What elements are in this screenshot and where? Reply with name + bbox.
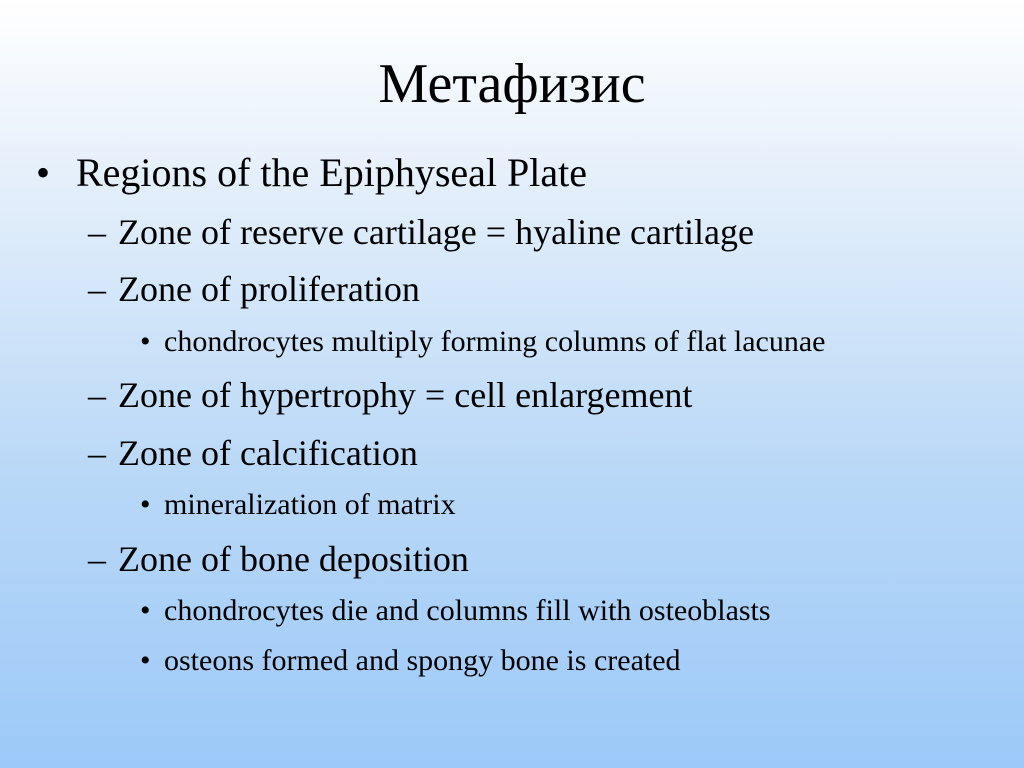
small-bullet-marker: • [140, 325, 151, 358]
slide-title: Метафизис [378, 53, 646, 115]
detail-text: chondrocytes die and columns fill with osteoblasts [164, 594, 771, 627]
detail-item-calcification [140, 487, 1000, 523]
detail-item-bone-deposition-2 [140, 643, 1000, 679]
dash-marker: – [88, 539, 106, 579]
dash-marker: – [88, 212, 106, 252]
detail-text: chondrocytes multiply forming columns of flat lacunae [164, 325, 826, 358]
bullet-marker: • [36, 150, 51, 195]
small-bullet-marker: • [140, 594, 151, 627]
detail-item-bone-deposition-1 [140, 593, 1000, 629]
zone-item-reserve [88, 211, 908, 253]
zone-item-calcification [88, 432, 908, 474]
small-bullet-marker: • [140, 644, 151, 677]
dash-marker: – [88, 433, 106, 473]
dash-marker: – [88, 269, 106, 309]
detail-text: mineralization of matrix [164, 488, 456, 521]
zone-item-bone-deposition [88, 538, 908, 580]
zone-text: Zone of calcification [118, 433, 418, 473]
zone-text: Zone of reserve cartilage = hyaline cartilage [118, 212, 754, 252]
detail-text: osteons formed and spongy bone is created [164, 644, 681, 677]
zone-text: Zone of bone deposition [118, 539, 469, 579]
zone-item-hypertrophy [88, 374, 908, 416]
bullet-regions [36, 150, 736, 196]
zone-text: Zone of hypertrophy = cell enlargement [118, 375, 693, 415]
small-bullet-marker: • [140, 488, 151, 521]
bullet-text: Regions of the Epiphyseal Plate [76, 150, 588, 195]
zone-text: Zone of proliferation [118, 269, 420, 309]
zone-item-proliferation [88, 268, 908, 310]
detail-item-proliferation [140, 324, 1000, 360]
dash-marker: – [88, 375, 106, 415]
